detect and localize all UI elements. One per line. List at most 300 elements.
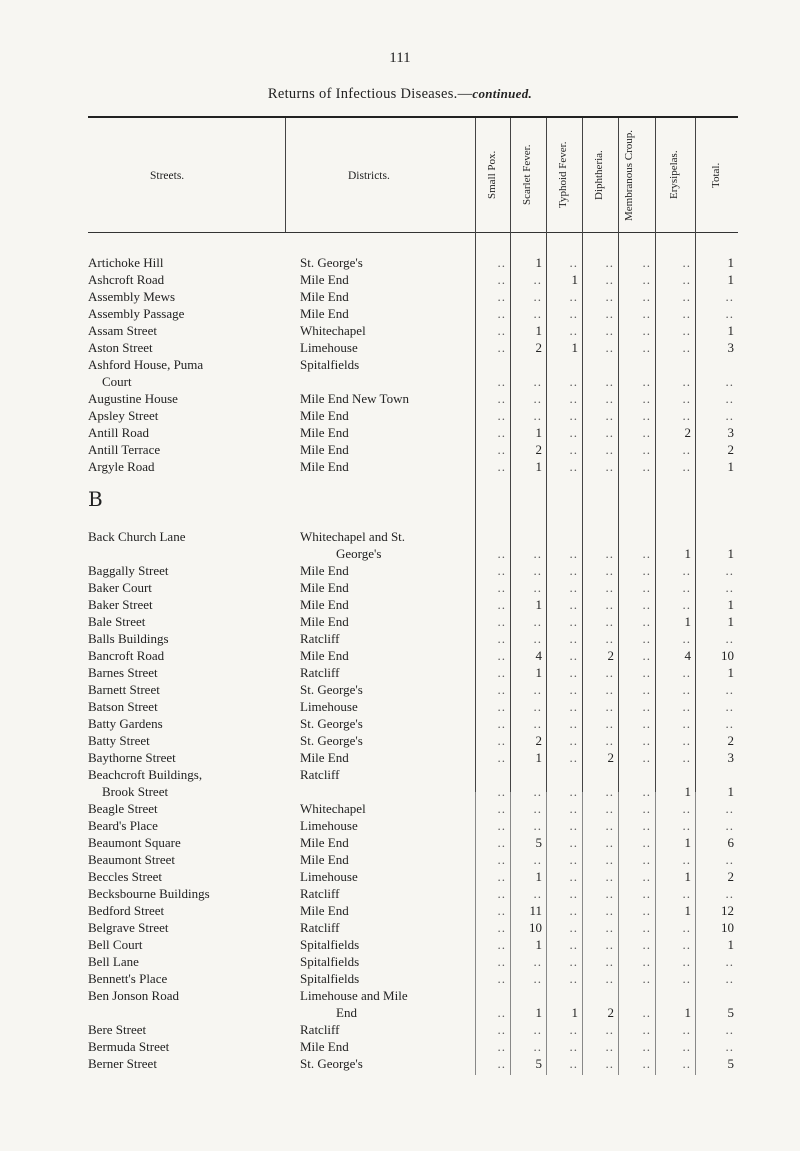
cell-total: 1 [727,255,734,270]
cell-scarlet-fever: 5 [535,1056,542,1071]
cell-small-pox: .. [497,937,506,952]
street-name [88,800,298,817]
cell-typhoid-fever: .. [569,425,578,440]
cell-small-pox: .. [497,563,506,578]
table-row [0,834,800,851]
cell-typhoid-fever: .. [569,665,578,680]
cell-total: 5 [727,1056,734,1071]
district-name [300,579,475,596]
street-name [88,681,298,698]
street-name [88,868,298,885]
cell-typhoid-fever: .. [569,818,578,833]
cell-erysipelas: .. [682,306,691,321]
street-name-line: Barnes Street [88,665,158,680]
cell-scarlet-fever: 1 [535,597,542,612]
cell-typhoid-fever: .. [569,937,578,952]
cell-total: 1 [727,614,734,629]
cell-diphtheria: .. [605,869,614,884]
cell-membranous-croup: .. [642,255,651,270]
cell-scarlet-fever: 2 [535,733,542,748]
cell-diphtheria: .. [605,835,614,850]
cell-scarlet-fever: .. [533,580,542,595]
district-name [300,613,475,630]
street-name [88,970,298,987]
cell-erysipelas: .. [682,665,691,680]
district-name-line: Mile End [300,750,349,765]
cell-diphtheria: 2 [607,648,614,663]
street-name-line: Aston Street [88,340,153,355]
district-name [300,647,475,664]
table-row [0,1021,800,1038]
district-name-line: George's [336,546,382,561]
cell-membranous-croup: .. [642,306,651,321]
cell-total: 2 [727,869,734,884]
table-row [0,902,800,919]
cell-diphtheria: .. [605,699,614,714]
cell-erysipelas: 1 [684,869,691,884]
cell-scarlet-fever: .. [533,852,542,867]
street-name-line: Batson Street [88,699,158,714]
district-name [300,953,475,970]
table-row [0,528,800,562]
cell-typhoid-fever: .. [569,920,578,935]
street-name [88,1021,298,1038]
cell-typhoid-fever: .. [569,374,578,389]
street-name [88,356,298,390]
cell-membranous-croup: .. [642,716,651,731]
street-name [88,305,298,322]
district-name-line: Whitechapel and St. [300,529,406,544]
cell-scarlet-fever: 1 [535,665,542,680]
cell-scarlet-fever: 5 [535,835,542,850]
street-name [88,1055,298,1072]
cell-small-pox: .. [497,648,506,663]
cell-erysipelas: .. [682,580,691,595]
cell-erysipelas: .. [682,442,691,457]
cell-small-pox: .. [497,903,506,918]
district-name [300,834,475,851]
district-name-line: Ratcliff [300,920,340,935]
district-name-line: Mile End [300,648,349,663]
cell-total: .. [725,580,734,595]
district-name [300,987,475,1021]
cell-total: .. [725,682,734,697]
district-name [300,339,475,356]
street-name [88,885,298,902]
street-name-line: Court [102,374,132,389]
cell-typhoid-fever: .. [569,614,578,629]
street-name [88,834,298,851]
street-name-line: Batty Street [88,733,150,748]
district-name-line: Mile End [300,614,349,629]
cell-erysipelas: .. [682,563,691,578]
header-typhoid-fever: Typhoid Fever. [557,141,569,209]
district-name [300,681,475,698]
cell-scarlet-fever: .. [533,886,542,901]
table-row [0,919,800,936]
cell-erysipelas: .. [682,272,691,287]
cell-membranous-croup: .. [642,920,651,935]
table-row [0,356,800,390]
header-total: Total. [709,162,722,188]
cell-erysipelas: .. [682,716,691,731]
street-name-line: Bell Court [88,937,143,952]
cell-erysipelas: 1 [684,546,691,561]
cell-diphtheria: .. [605,272,614,287]
district-name [300,732,475,749]
cell-total: .. [725,801,734,816]
cell-membranous-croup: .. [642,682,651,697]
cell-scarlet-fever: 1 [535,459,542,474]
district-name [300,407,475,424]
cell-small-pox: .. [497,597,506,612]
street-name [88,715,298,732]
district-name [300,885,475,902]
cell-erysipelas: .. [682,937,691,952]
cell-erysipelas: .. [682,699,691,714]
district-name-line: Spitalfields [300,937,360,952]
street-name-line: Assam Street [88,323,157,338]
cell-scarlet-fever: 1 [535,869,542,884]
cell-erysipelas: .. [682,801,691,816]
street-name [88,254,298,271]
cell-diphtheria: .. [605,920,614,935]
cell-membranous-croup: .. [642,442,651,457]
cell-scarlet-fever: 1 [535,937,542,952]
district-name-line: Limehouse [300,869,358,884]
cell-diphtheria: .. [605,971,614,986]
cell-total: 1 [727,272,734,287]
page-number: 111 [389,50,411,66]
district-name-line: Mile End [300,459,349,474]
caption-title: Returns of Infectious Diseases.— [267,86,473,102]
cell-scarlet-fever: .. [533,563,542,578]
cell-total: 2 [727,733,734,748]
cell-scarlet-fever: .. [533,408,542,423]
cell-erysipelas: .. [682,255,691,270]
cell-diphtheria: .. [605,340,614,355]
cell-small-pox: .. [497,801,506,816]
cell-scarlet-fever: .. [533,1039,542,1054]
cell-diphtheria: .. [605,614,614,629]
cell-membranous-croup: .. [642,818,651,833]
cell-scarlet-fever: 11 [529,903,542,918]
district-name-line: Mile End [300,835,349,850]
cell-scarlet-fever: 1 [535,323,542,338]
cell-diphtheria: .. [605,442,614,457]
table-row [0,681,800,698]
table-row [0,885,800,902]
district-name-line: Limehouse [300,699,358,714]
table-row [0,970,800,987]
district-name [300,1038,475,1055]
cell-membranous-croup: .. [642,733,651,748]
cell-total: .. [725,374,734,389]
street-name-line: Berner Street [88,1056,157,1071]
cell-scarlet-fever: .. [533,818,542,833]
district-name-line: Mile End [300,580,349,595]
cell-diphtheria: .. [605,1022,614,1037]
district-name [300,1021,475,1038]
cell-total: 1 [727,323,734,338]
cell-membranous-croup: .. [642,665,651,680]
district-name [300,390,475,407]
cell-typhoid-fever: .. [569,442,578,457]
district-name-line: Ratcliff [300,665,340,680]
cell-small-pox: .. [497,716,506,731]
cell-typhoid-fever: .. [569,289,578,304]
cell-diphtheria: .. [605,546,614,561]
cell-membranous-croup: .. [642,750,651,765]
cell-small-pox: .. [497,750,506,765]
table-row [0,390,800,407]
street-name [88,851,298,868]
cell-total: 5 [727,1005,734,1020]
cell-membranous-croup: .. [642,391,651,406]
street-name [88,288,298,305]
district-name-line: Mile End [300,563,349,578]
cell-small-pox: .. [497,272,506,287]
district-name [300,305,475,322]
cell-small-pox: .. [497,733,506,748]
cell-small-pox: .. [497,886,506,901]
cell-total: 10 [721,648,734,663]
cell-small-pox: .. [497,665,506,680]
cell-typhoid-fever: .. [569,1056,578,1071]
cell-total: .. [725,408,734,423]
street-name-line: Baythorne Street [88,750,176,765]
table-row [0,630,800,647]
district-name-line: Ratcliff [300,631,340,646]
cell-typhoid-fever: .. [569,323,578,338]
cell-diphtheria: .. [605,682,614,697]
cell-small-pox: .. [497,1056,506,1071]
cell-erysipelas: 2 [684,425,691,440]
cell-total: .. [725,563,734,578]
street-name [88,322,298,339]
cell-membranous-croup: .. [642,971,651,986]
cell-erysipelas: 1 [684,1005,691,1020]
table-row [0,424,800,441]
district-name [300,322,475,339]
cell-membranous-croup: .. [642,323,651,338]
street-name [88,339,298,356]
district-name [300,254,475,271]
district-name-line: Mile End [300,1039,349,1054]
cell-scarlet-fever: .. [533,272,542,287]
street-name [88,528,298,545]
cell-diphtheria: .. [605,937,614,952]
street-name-line: Apsley Street [88,408,159,423]
cell-total: 1 [727,665,734,680]
cell-erysipelas: .. [682,631,691,646]
street-name [88,766,298,800]
district-name-line: Ratcliff [300,886,340,901]
cell-erysipelas: .. [682,818,691,833]
cell-typhoid-fever: 1 [571,272,578,287]
district-name [300,902,475,919]
table-row [0,698,800,715]
cell-membranous-croup: .. [642,801,651,816]
cell-typhoid-fever: .. [569,631,578,646]
cell-membranous-croup: .. [642,852,651,867]
table-row [0,441,800,458]
cell-erysipelas: .. [682,954,691,969]
cell-small-pox: .. [497,442,506,457]
cell-total: 3 [727,750,734,765]
street-name-line: Beccles Street [88,869,162,884]
cell-diphtheria: .. [605,391,614,406]
cell-membranous-croup: .. [642,1056,651,1071]
district-name [300,1055,475,1072]
cell-small-pox: .. [497,614,506,629]
table-caption [0,86,800,103]
cell-scarlet-fever: .. [533,289,542,304]
cell-erysipelas: .. [682,920,691,935]
cell-diphtheria: .. [605,425,614,440]
table-row [0,407,800,424]
cell-small-pox: .. [497,784,506,799]
street-name-line: Beard's Place [88,818,158,833]
cell-total: 3 [727,425,734,440]
cell-diphtheria: .. [605,903,614,918]
district-name-line: Mile End [300,425,349,440]
cell-scarlet-fever: 1 [535,1005,542,1020]
street-name-line: Batty Gardens [88,716,163,731]
street-name-line: Baker Street [88,597,153,612]
cell-typhoid-fever: .. [569,801,578,816]
cell-typhoid-fever: .. [569,699,578,714]
cell-erysipelas: .. [682,1022,691,1037]
cell-scarlet-fever: 1 [535,255,542,270]
cell-erysipelas: .. [682,391,691,406]
street-name-line: Beachcroft Buildings, [88,767,203,782]
cell-scarlet-fever: .. [533,801,542,816]
district-name-line: Mile End [300,852,349,867]
cell-typhoid-fever: .. [569,835,578,850]
cell-typhoid-fever: .. [569,886,578,901]
table-row [0,322,800,339]
cell-total: .. [725,306,734,321]
table-row [0,579,800,596]
street-name-line: Antill Road [88,425,150,440]
cell-typhoid-fever: .. [569,408,578,423]
cell-diphtheria: .. [605,818,614,833]
cell-total: 1 [727,784,734,799]
street-name-line: Beagle Street [88,801,158,816]
street-name-line: Assembly Passage [88,306,185,321]
cell-typhoid-fever: .. [569,954,578,969]
district-name [300,970,475,987]
district-name-line: St. George's [300,255,363,270]
street-name-line: Brook Street [102,784,169,799]
cell-scarlet-fever: .. [533,682,542,697]
cell-typhoid-fever: .. [569,852,578,867]
cell-small-pox: .. [497,425,506,440]
cell-typhoid-fever: 1 [571,340,578,355]
column-divider [285,118,286,232]
district-name [300,698,475,715]
table-row [0,987,800,1021]
cell-erysipelas: .. [682,1039,691,1054]
cell-typhoid-fever: .. [569,580,578,595]
street-name-line: Belgrave Street [88,920,169,935]
cell-small-pox: .. [497,408,506,423]
cell-total: .. [725,852,734,867]
cell-erysipelas: 1 [684,903,691,918]
cell-total: .. [725,886,734,901]
cell-diphtheria: .. [605,1056,614,1071]
cell-membranous-croup: .. [642,699,651,714]
cell-scarlet-fever: .. [533,971,542,986]
cell-small-pox: .. [497,289,506,304]
cell-erysipelas: .. [682,750,691,765]
cell-scarlet-fever: .. [533,1022,542,1037]
street-name [88,953,298,970]
cell-membranous-croup: .. [642,648,651,663]
cell-diphtheria: .. [605,886,614,901]
street-name-line: Bedford Street [88,903,165,918]
district-name-line: Whitechapel [300,323,366,338]
street-name [88,732,298,749]
district-name [300,749,475,766]
cell-total: 1 [727,546,734,561]
district-name-line: Whitechapel [300,801,366,816]
cell-typhoid-fever: .. [569,784,578,799]
cell-scarlet-fever: .. [533,716,542,731]
cell-diphtheria: .. [605,459,614,474]
cell-erysipelas: 4 [684,648,691,663]
cell-small-pox: .. [497,255,506,270]
cell-small-pox: .. [497,682,506,697]
district-name-line: Spitalfields [300,971,360,986]
district-name-line: St. George's [300,733,363,748]
street-name-line: Antill Terrace [88,442,161,457]
cell-diphtheria: .. [605,716,614,731]
street-name-line: Bale Street [88,614,146,629]
cell-small-pox: .. [497,835,506,850]
street-name [88,579,298,596]
cell-typhoid-fever: .. [569,546,578,561]
district-name [300,851,475,868]
cell-total: .. [725,391,734,406]
cell-erysipelas: 1 [684,784,691,799]
table-row [0,715,800,732]
table-row [0,817,800,834]
street-name [88,919,298,936]
district-name-line: Mile End [300,597,349,612]
street-name [88,596,298,613]
cell-total: .. [725,289,734,304]
table-row [0,664,800,681]
street-name [88,987,298,1004]
cell-scarlet-fever: 10 [529,920,542,935]
street-name [88,407,298,424]
street-name-line: Argyle Road [88,459,155,474]
cell-typhoid-fever: .. [569,1039,578,1054]
cell-membranous-croup: .. [642,580,651,595]
cell-scarlet-fever: .. [533,954,542,969]
district-name [300,562,475,579]
table-row [0,868,800,885]
cell-diphtheria: .. [605,733,614,748]
district-name [300,424,475,441]
cell-diphtheria: .. [605,306,614,321]
header-diphtheria: Diphtheria. [593,150,605,200]
table-row [0,936,800,953]
cell-membranous-croup: .. [642,374,651,389]
cell-erysipelas: .. [682,374,691,389]
